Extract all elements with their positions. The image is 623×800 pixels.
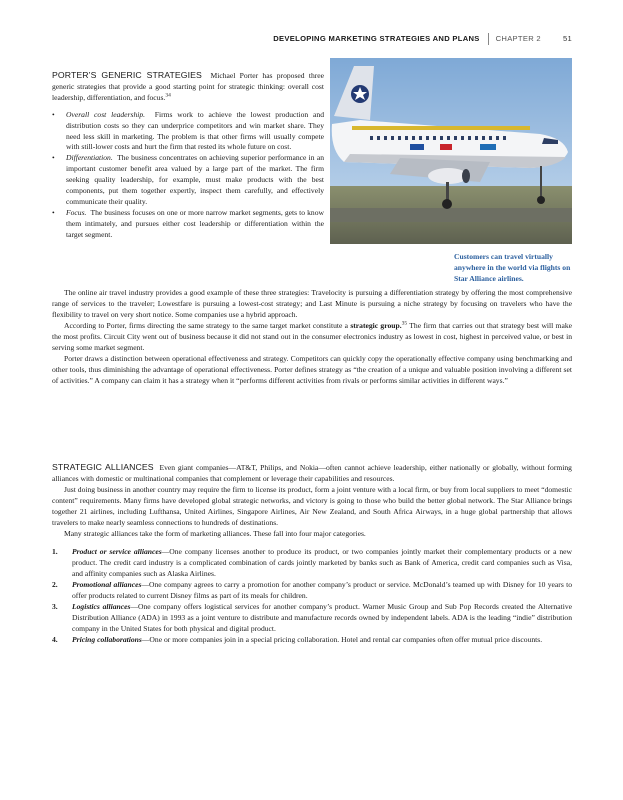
item-number: 1. [52, 547, 58, 556]
list-item [52, 110, 324, 154]
bullet-term: Overall cost leadership. [66, 109, 146, 119]
list-item [52, 634, 572, 645]
list-item [52, 579, 572, 601]
alliances-intro-text: Even giant companies—AT&T, Philips, and Nokia—often cannot achieve leadership, either nationally or globally, without forming alliances with domestic or multinational companies that complement or leverage their capabilities and resources. [52, 463, 572, 483]
paragraph-text: The firm that carries out that strategy best will make the most profits. Circuit City went out of business because it did not stand out in the consumer electronics industry as lowest in cost, highest in perceived value, or best in serving some market segment. [52, 321, 572, 352]
porter-intro-text: Michael Porter has proposed three generic strategies that provide a good starting point for strategic thinking: overall cost leadership, differentiation, and focus. [52, 71, 325, 102]
bullet-text: The business concentrates on achieving superior performance in an important customer benefit area valued by a large part of the market. The firm seeking quality leadership, for example, must make products with the best components, put them together expertly, inspect them carefully, and effectively communicate their quality. [66, 153, 324, 206]
porter-paragraph-2 [52, 320, 572, 353]
bullet-term: Differentiation. [66, 153, 113, 163]
airplane-illustration [330, 58, 572, 244]
item-number: 2. [52, 580, 58, 589]
alliances-section [52, 462, 572, 645]
item-text: —One company licenses another to produce its product, or two companies jointly market their complementary products or a new product. The credit card industry is a complicated combination of cards jointly marketed by banks such as Bank of America, credit card companies such as Visa, and affinity companies such as Alaska Airlines. [72, 547, 572, 578]
porter-paragraph-3: Porter draws a distinction between operational effectiveness and strategy. Competitors can quickly copy the operationally effective company using benchmarking and other tools, thus diminishing the advantage of operational effectiveness. Porter defines strategy as “the creation of a unique and valuable position involving a different set of activities.” A company can claim it has a strategy when it “performs different activities from rivals or performs similar activities in different ways.” [52, 354, 572, 385]
porter-strategy-list [52, 110, 324, 241]
list-item [52, 546, 572, 579]
item-text: —One company agrees to carry a promotion for another company’s product or service. McDonald’s teamed up with Disney for 10 years to offer products related to current Disney films as part of its meals for children. [72, 580, 572, 600]
photo-caption: Customers can travel virtually anywhere in the world via flights on Star Alliance airlines. [454, 252, 571, 283]
footnote-35: 35 [401, 320, 408, 327]
bullet-icon: • [52, 109, 55, 119]
bullet-text: Firms work to achieve the lowest production and distribution costs so they can underprice competitors and win market share. They need less skill in marketing. The problem is that other firms will usually compete with still-lower costs and hurt the firm that rested its whole future on cost. [66, 109, 325, 152]
porter-intro [52, 70, 324, 104]
bullet-term: Focus. [66, 207, 87, 217]
item-number: 3. [52, 602, 58, 611]
alliances-heading: STRATEGIC ALLIANCES [52, 462, 154, 472]
alliances-paragraph-2: Many strategic alliances take the form of marketing alliances. These fall into four major categories. [64, 529, 366, 538]
list-item [52, 208, 324, 241]
porter-body [52, 287, 572, 386]
item-number: 4. [52, 635, 58, 644]
item-title: Promotional alliances [72, 580, 142, 589]
airplane-photo [330, 58, 572, 244]
porter-heading: PORTER’S GENERIC STRATEGIES [52, 70, 202, 80]
list-item [52, 601, 572, 634]
porter-paragraph-1: The online air travel industry provides a good example of these three strategies: Travelocity is pursuing a differentiation strategy by offering the most comprehensive range of services to the traveler; Lowestfare is pursuing a lowest-cost strategy; and Last Minute is pursuing a niche strategy by focusing on travelers who have the flexibility to travel on very short notice. Some companies use a hybrid approach. [52, 288, 572, 319]
item-text: —One company offers logistical services for another company’s product. Warner Music Group and Sub Pop Records created the Alternative Distribution Alliance (ADA) in 1993 as a joint venture to distribute and manufacture records owned by independent labels. ADA is the leading “indie” distribution company in the United States for both physical and digital product. [72, 602, 572, 633]
list-item [52, 153, 324, 208]
bullet-text: The business focuses on one or more narrow market segments, gets to know them intimately, and pursues either cost leadership or differentiation within the target segment. [66, 207, 324, 239]
item-text: —One or more companies join in a special pricing collaboration. Hotel and rental car companies often offer mutual price discounts. [141, 635, 543, 644]
running-title: DEVELOPING MARKETING STRATEGIES AND PLANS [273, 34, 480, 43]
item-title: Logistics alliances [72, 602, 131, 611]
running-header [52, 33, 572, 47]
alliance-types-list [52, 546, 572, 645]
bullet-icon: • [52, 153, 55, 163]
header-divider [488, 33, 489, 45]
item-title: Product or service alliances [72, 547, 162, 556]
porter-section [52, 70, 324, 241]
key-term: strategic group. [350, 321, 402, 330]
footnote-34: 34 [165, 92, 171, 99]
alliances-intro [52, 462, 572, 484]
page-number: 51 [562, 34, 572, 43]
alliances-paragraph-1: Just doing business in another country may require the firm to license its product, form a joint venture with a local firm, or buy from local suppliers to meet “domestic content” requirements. Many firms have developed global strategic networks, and victory is going to those who build the better global network. The Star Alliance brings together 21 airlines, including Lufthansa, United Airlines, Singapore Airlines, Air New Zealand, and South Africa Airways, in a huge global partnership that allows travelers to make nearly seamless connections to hundreds of destinations. [52, 485, 572, 527]
item-title: Pricing collaborations [72, 635, 142, 644]
bullet-icon: • [52, 207, 55, 217]
paragraph-text: According to Porter, firms directing the same strategy to the same target market constitute a [64, 321, 349, 330]
chapter-label: CHAPTER 2 [495, 34, 541, 43]
